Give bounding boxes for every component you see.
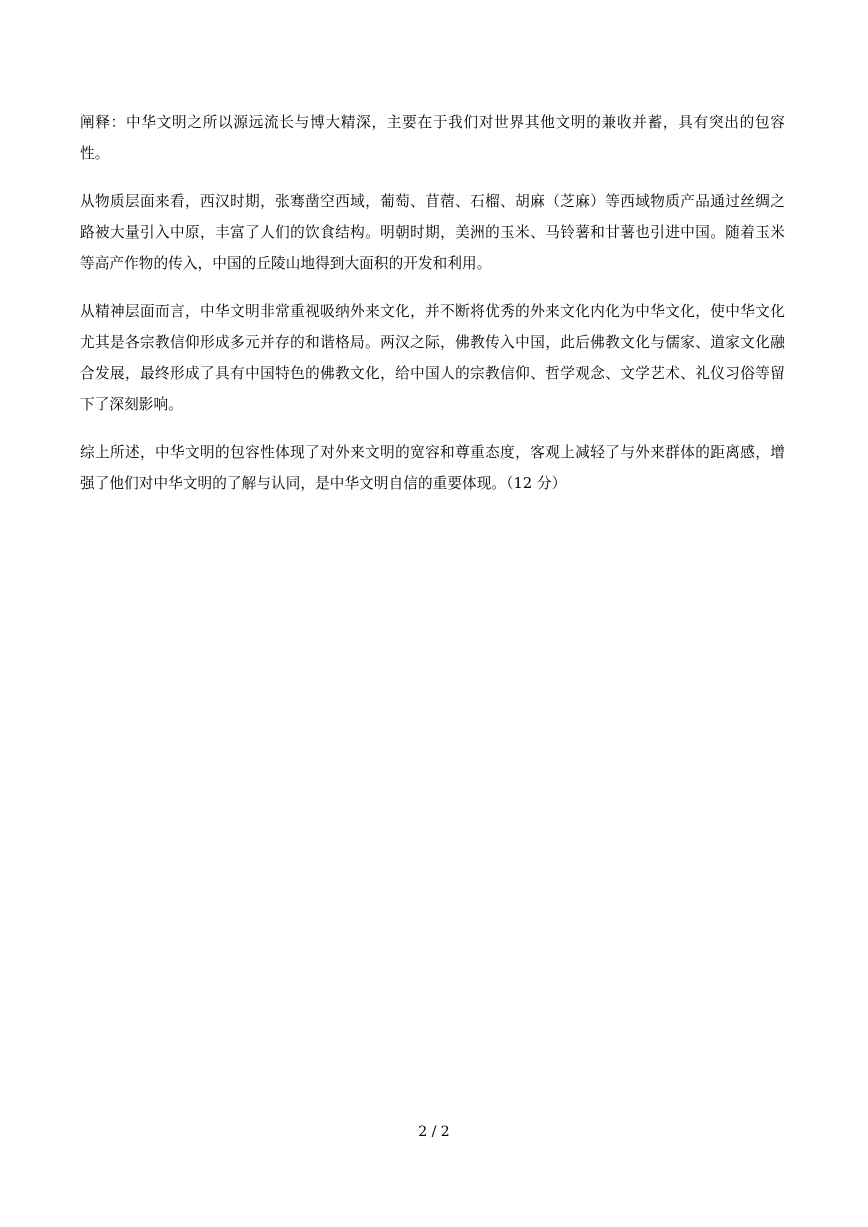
- document-body: [80, 107, 785, 516]
- page-number: 2 / 2: [418, 1124, 450, 1140]
- paragraph-spiritual-level: 从精神层面而言，中华文明非常重视吸纳外来文化，并不断将优秀的外来文化内化为中华文化，使中华文化尤其是各宗教信仰形成多元并存的和谐格局。两汉之际，佛教传入中国，此后佛教文化与儒家、道家文化融合发展，最终形成了具有中国特色的佛教文化，给中国人的宗教信仰、哲学观念、文学艺术、礼仪习俗等留下了深刻影响。: [80, 303, 785, 413]
- paragraph-material-level: 从物质层面来看，西汉时期，张骞凿空西域，葡萄、苜蓿、石榴、胡麻（芝麻）等西域物质产品通过丝绸之路被大量引入中原，丰富了人们的饮食结构。明朝时期，美洲的玉米、马铃薯和甘薯也引进中国。随着玉米等高产作物的传入，中国的丘陵山地得到大面积的开发和利用。: [80, 193, 785, 272]
- paragraph-conclusion: 综上所述，中华文明的包容性体现了对外来文明的宽容和尊重态度，客观上减轻了与外来群体的距离感，增强了他们对中华文明的了解与认同，是中华文明自信的重要体现。（12 分）: [80, 444, 785, 492]
- paragraph-explanation: 阐释：中华文明之所以源远流长与博大精深，主要在于我们对世界其他文明的兼收并蓄，具有突出的包容性。: [80, 114, 785, 162]
